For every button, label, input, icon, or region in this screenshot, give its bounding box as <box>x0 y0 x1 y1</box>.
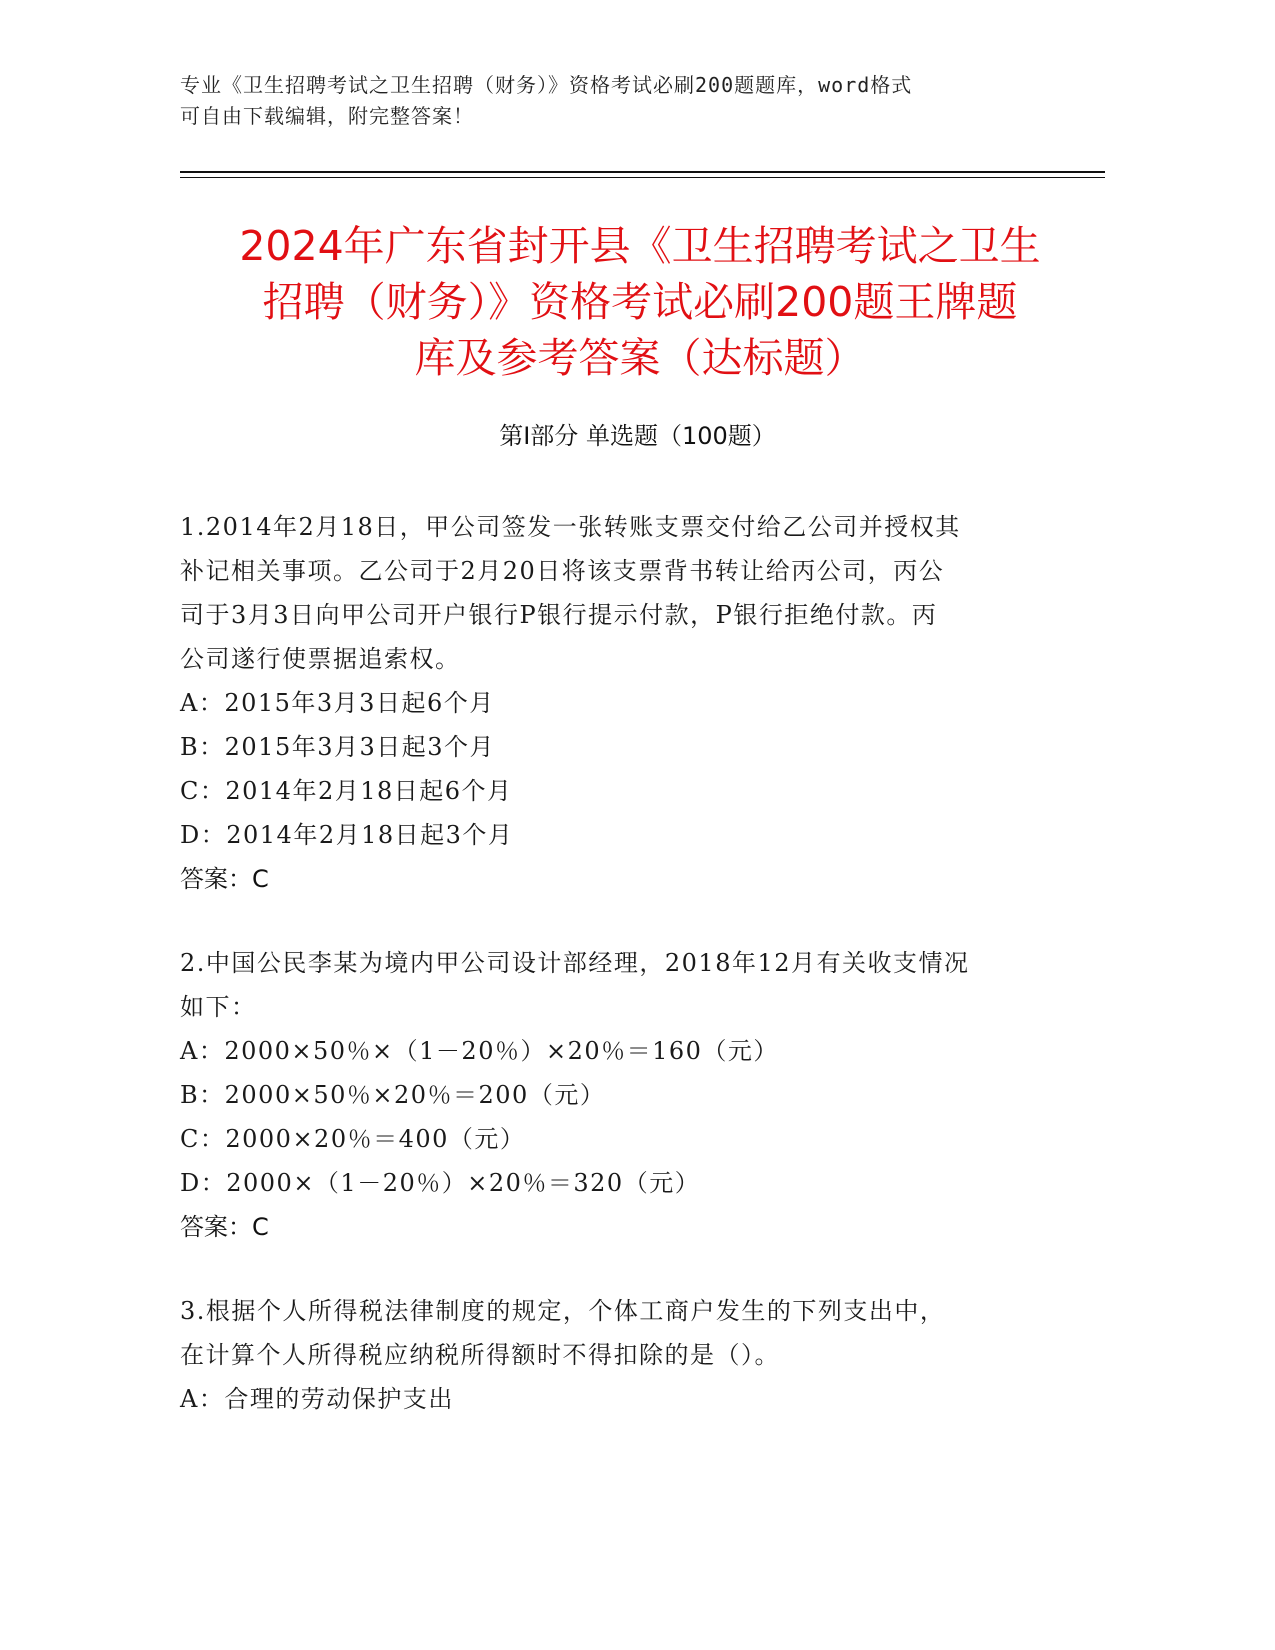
question-3 <box>180 1289 1060 1421</box>
option-d: D：2014年2月18日起3个月 <box>180 821 514 849</box>
header-note-line-1: 专业《卫生招聘考试之卫生招聘（财务）》资格考试必刷200题题库，word格式 <box>180 73 913 97</box>
header-note <box>180 70 1040 132</box>
header-divider-thin <box>180 177 1105 178</box>
question-list <box>180 505 1060 1461</box>
option-c: C：2000×20％＝400（元） <box>180 1125 526 1153</box>
question-stem-line: 1.2014年2月18日，甲公司签发一张转账支票交付给乙公司并授权其 <box>180 513 961 541</box>
answer-line: 答案：C <box>180 1213 269 1241</box>
question-stem-line: 如下： <box>180 993 257 1021</box>
answer-line: 答案：C <box>180 865 269 893</box>
header-note-line-2: 可自由下载编辑，附完整答案！ <box>180 104 474 128</box>
question-stem-line: 3.根据个人所得税法律制度的规定，个体工商户发生的下列支出中， <box>180 1297 946 1325</box>
question-stem-line: 在计算个人所得税应纳税所得额时不得扣除的是（）。 <box>180 1341 780 1369</box>
document-title-line-3: 库及参考答案（达标题） <box>414 334 866 382</box>
document-title <box>180 218 1100 386</box>
question-stem-line: 司于3月3日向甲公司开户银行P银行提示付款，P银行拒绝付款。丙 <box>180 601 938 629</box>
option-d: D：2000×（1－20％）×20％＝320（元） <box>180 1169 701 1197</box>
question-stem-line: 补记相关事项。乙公司于2月20日将该支票背书转让给丙公司，丙公 <box>180 557 945 585</box>
option-a: A：2015年3月3日起6个月 <box>180 689 495 717</box>
option-c: C：2014年2月18日起6个月 <box>180 777 513 805</box>
option-b: B：2000×50％×20％＝200（元） <box>180 1081 606 1109</box>
header-divider-thick <box>180 171 1105 173</box>
question-stem-line: 2.中国公民李某为境内甲公司设计部经理，2018年12月有关收支情况 <box>180 949 970 977</box>
option-a: A：2000×50％×（1－20％）×20％＝160（元） <box>180 1037 779 1065</box>
option-b: B：2015年3月3日起3个月 <box>180 733 496 761</box>
question-1 <box>180 505 1060 901</box>
section-heading: 第Ⅰ部分 单选题（100题） <box>499 422 776 450</box>
option-a: A：合理的劳动保护支出 <box>180 1385 454 1413</box>
document-title-line-1: 2024年广东省封开县《卫生招聘考试之卫生 <box>239 222 1041 270</box>
question-stem-line: 公司遂行使票据追索权。 <box>180 645 461 673</box>
document-title-line-2: 招聘（财务）》资格考试必刷200题王牌题 <box>262 278 1018 326</box>
question-2 <box>180 941 1060 1249</box>
